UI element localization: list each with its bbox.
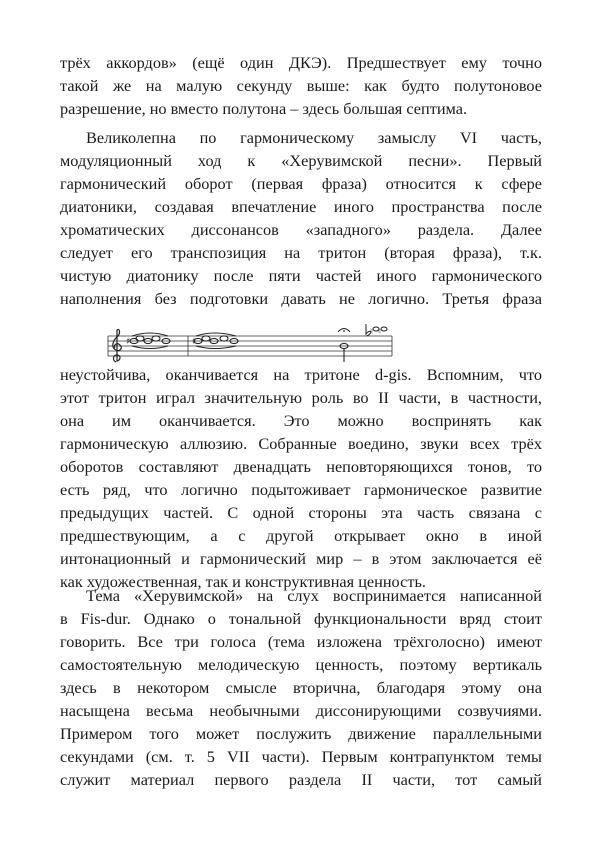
text-line: она им оканчивается. Это можно воспринять как <box>60 411 542 430</box>
svg-text:♯: ♯ <box>192 337 197 347</box>
text-line: гармоническую аллюзию. Собранные воедино, звуки всех трёх <box>60 434 542 453</box>
text-line: чистую диатонику после пяти частей иного гармонического <box>60 266 542 285</box>
paragraph-1 <box>60 51 542 120</box>
svg-text:♮: ♮ <box>378 327 381 336</box>
text-line: модуляционный ход к «Херувимской песни». Первый <box>60 151 542 170</box>
text-line: в Fis-dur. Однако о тональной функциональности вряд стоит <box>60 609 542 628</box>
svg-text:♯: ♯ <box>126 337 131 347</box>
text-line: этот тритон играл значительную роль во II части, в частности, <box>60 388 542 407</box>
text-line: Примером того может послужить движение параллельными <box>60 724 542 743</box>
text-line: секундами (см. т. 5 VII части). Первым контрапунктом темы <box>60 747 542 766</box>
text-line: служит материал первого раздела II части, тот самый <box>60 770 542 789</box>
text-line: разрешение, но вместо полутона – здесь большая септима. <box>60 99 468 118</box>
svg-text:♮: ♮ <box>370 327 373 336</box>
text-line: самостоятельную мелодическую ценность, поэтому вертикаль <box>60 655 542 674</box>
text-line: говорить. Все три голоса (тема изложена трёхголосно) имеют <box>60 632 542 651</box>
text-line: диатоники, создавая впечатление иного пространства после <box>60 197 542 216</box>
text-line: есть ряд, что логично подытоживает гармоническое развитие <box>60 480 542 499</box>
paragraph-4 <box>60 584 542 791</box>
text-line: здесь в некотором смысле вторична, благодаря этому она <box>60 678 542 697</box>
text-line: хроматических диссонансов «западного» раздела. Далее <box>60 220 542 239</box>
paragraph-2 <box>60 126 542 310</box>
text-line: гармонический оборот (первая фраза) относится к сфере <box>60 174 542 193</box>
text-line: оборотов составляют двенадцать неповторяющихся тонов, то <box>60 457 542 476</box>
text-line: неустойчива, оканчивается на тритоне d-gis. Вспомним, что <box>60 365 542 384</box>
text-line: Тема «Херувимской» на слух воспринимается написанной <box>86 586 542 605</box>
text-line: предыдущих частей. С одной стороны эта часть связана с <box>60 503 542 522</box>
text-line: Великолепна по гармоническому замыслу VI часть, <box>86 128 542 147</box>
paragraph-3 <box>60 363 542 593</box>
text-line: как художественная, так и конструктивная ценность. <box>60 572 426 591</box>
text-line: следует его транспозиция на тритон (вторая фраза), т.к. <box>60 243 542 262</box>
text-line: такой же на малую секунду выше: как будто полутоновое <box>60 76 542 95</box>
text-line: предшествующим, а с другой открывает окно в иной <box>60 526 542 545</box>
text-line: насыщена весьма необычными диссонирующими созвучиями. <box>60 701 542 720</box>
text-line: трёх аккордов» (ещё один ДКЭ). Предшествует ему точно <box>60 53 542 72</box>
text-line: наполнения без подготовки давать не логично. Третья фраза <box>60 289 542 308</box>
text-line: интонационный и гармонический мир – в этом заключается её <box>60 549 542 568</box>
